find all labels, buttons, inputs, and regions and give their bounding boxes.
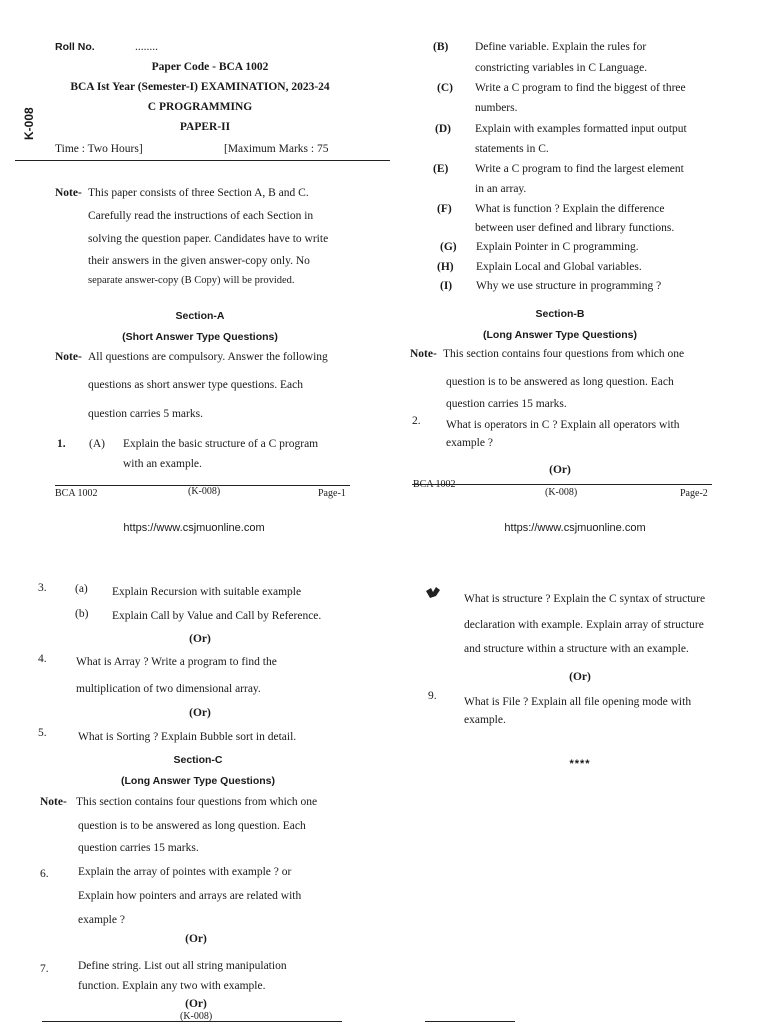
question-number: 5. xyxy=(38,727,47,739)
item-text: Write a C program to find the biggest of three xyxy=(475,82,686,94)
question-text: and structure within a structure with an example. xyxy=(464,643,689,655)
item-text: in an array. xyxy=(475,183,527,195)
note-line: question carries 15 marks. xyxy=(446,398,567,410)
question-text: Explain Recursion with suitable example xyxy=(112,586,302,598)
item-text: Explain Local and Global variables. xyxy=(476,261,642,273)
subject-title: C PROGRAMMING xyxy=(147,101,253,113)
note-label: Note- xyxy=(55,187,82,199)
question-text: Explain the basic structure of a C program xyxy=(123,438,319,450)
note-line: This section contains four questions from which one xyxy=(76,796,318,808)
end-mark: **** xyxy=(569,758,591,770)
item-text: What is function ? Explain the difference xyxy=(475,203,665,215)
section-b-subtitle: (Long Answer Type Questions) xyxy=(482,329,638,341)
item-text: between user defined and library functions. xyxy=(475,222,675,234)
footer-k-code: (K-008) xyxy=(180,1011,213,1022)
section-a-title: Section-A xyxy=(175,310,225,322)
note-line: separate answer-copy (B Copy) will be provided. xyxy=(88,275,295,286)
or-label: (Or) xyxy=(189,633,211,645)
roll-label: Roll No. xyxy=(55,41,95,53)
item-letter: (D) xyxy=(435,123,451,135)
footer-page: Page-1 xyxy=(318,488,346,499)
question-text: example ? xyxy=(78,914,125,926)
item-text: Explain with examples formatted input output xyxy=(475,123,687,135)
item-letter: (G) xyxy=(440,241,457,253)
section-c-title: Section-C xyxy=(173,754,223,766)
question-text: multiplication of two dimensional array. xyxy=(76,683,261,695)
question-text: What is Sorting ? Explain Bubble sort in detail. xyxy=(78,731,297,743)
note-line: All questions are compulsory. Answer the following xyxy=(88,351,328,363)
item-letter: (I) xyxy=(440,280,453,292)
question-number: 1. xyxy=(57,438,66,450)
footer-code: BCA 1002 xyxy=(413,479,456,490)
source-url: https://www.csjmuonline.com xyxy=(504,522,646,534)
section-b-title: Section-B xyxy=(535,308,585,320)
item-text: Why we use structure in programming ? xyxy=(476,280,662,292)
footer-rule xyxy=(425,1021,515,1022)
roll-dots: ........ xyxy=(135,41,158,53)
item-text: statements in C. xyxy=(475,143,549,155)
note-line: question carries 15 marks. xyxy=(78,842,199,854)
question-letter: (a) xyxy=(75,583,88,595)
or-label: (Or) xyxy=(569,671,591,683)
item-text: Define variable. Explain the rules for xyxy=(475,41,647,53)
question-text: example ? xyxy=(446,437,493,449)
question-text: What is Array ? Write a program to find the xyxy=(76,656,277,668)
note-label: Note- xyxy=(55,351,82,363)
question-text: What is File ? Explain all file opening mode with xyxy=(464,696,692,708)
divider xyxy=(15,160,390,161)
question-letter: (A) xyxy=(89,438,105,450)
or-label: (Or) xyxy=(189,707,211,719)
footer-k-code: (K-008) xyxy=(545,487,578,498)
exam-time: Time : Two Hours] xyxy=(55,143,143,155)
item-text: numbers. xyxy=(475,102,518,114)
item-letter: (B) xyxy=(433,41,449,53)
section-c-subtitle: (Long Answer Type Questions) xyxy=(120,775,276,787)
question-letter: (b) xyxy=(75,608,89,620)
footer-code: BCA 1002 xyxy=(55,488,98,499)
note-line: Carefully read the instructions of each Section in xyxy=(88,210,314,222)
max-marks: [Maximum Marks : 75 xyxy=(224,143,329,155)
footer-k-code: (K-008) xyxy=(188,486,221,497)
question-number: 2. xyxy=(412,415,421,427)
note-line: This section contains four questions from which one xyxy=(443,348,685,360)
note-line: question carries 5 marks. xyxy=(88,408,203,420)
question-number: 9. xyxy=(428,690,437,702)
note-line: their answers in the given answer-copy only. No xyxy=(88,255,310,267)
note-line: solving the question paper. Candidates have to write xyxy=(88,233,329,245)
question-text: Define string. List out all string manipulation xyxy=(78,960,287,972)
paper-number: PAPER-II xyxy=(179,121,231,133)
note-line: This paper consists of three Section A, B and C. xyxy=(88,187,309,199)
question-text: declaration with example. Explain array of structure xyxy=(464,619,704,631)
footer-page: Page-2 xyxy=(680,488,708,499)
question-number: 7. xyxy=(40,963,49,975)
question-number: 3. xyxy=(38,582,47,594)
item-letter: (H) xyxy=(437,261,454,273)
item-text: Explain Pointer in C programming. xyxy=(476,241,639,253)
note-label: Note- xyxy=(410,348,437,360)
item-letter: (C) xyxy=(437,82,453,94)
note-line: question is to be answered as long question. Each xyxy=(446,376,674,388)
footer-rule xyxy=(412,484,712,485)
side-code: K-008 xyxy=(22,107,36,140)
item-text: constricting variables in C Language. xyxy=(475,62,648,74)
item-letter: (E) xyxy=(433,163,449,175)
or-label: (Or) xyxy=(185,933,207,945)
item-letter: (F) xyxy=(437,203,452,215)
question-text: with an example. xyxy=(123,458,202,470)
handwritten-mark-icon xyxy=(425,586,441,600)
question-number: 4. xyxy=(38,653,47,665)
section-a-subtitle: (Short Answer Type Questions) xyxy=(122,331,278,343)
question-number: 6. xyxy=(40,868,49,880)
note-line: question is to be answered as long question. Each xyxy=(78,820,306,832)
question-text: What is operators in C ? Explain all operators with xyxy=(446,419,680,431)
or-label: (Or) xyxy=(185,998,207,1010)
question-text: example. xyxy=(464,714,506,726)
note-line: questions as short answer type questions. Each xyxy=(88,379,303,391)
note-label: Note- xyxy=(40,796,67,808)
or-label: (Or) xyxy=(549,464,571,476)
footer-rule xyxy=(42,1021,342,1022)
paper-code: Paper Code - BCA 1002 xyxy=(151,61,269,73)
item-text: Write a C program to find the largest element xyxy=(475,163,684,175)
exam-title: BCA Ist Year (Semester-I) EXAMINATION, 2023-24 xyxy=(70,81,330,93)
question-text: What is structure ? Explain the C syntax of structure xyxy=(464,593,706,605)
source-url: https://www.csjmuonline.com xyxy=(123,522,265,534)
question-text: function. Explain any two with example. xyxy=(78,980,266,992)
question-text: Explain how pointers and arrays are related with xyxy=(78,890,302,902)
question-text: Explain Call by Value and Call by Reference. xyxy=(112,610,322,622)
question-text: Explain the array of pointes with example ? or xyxy=(78,866,292,878)
